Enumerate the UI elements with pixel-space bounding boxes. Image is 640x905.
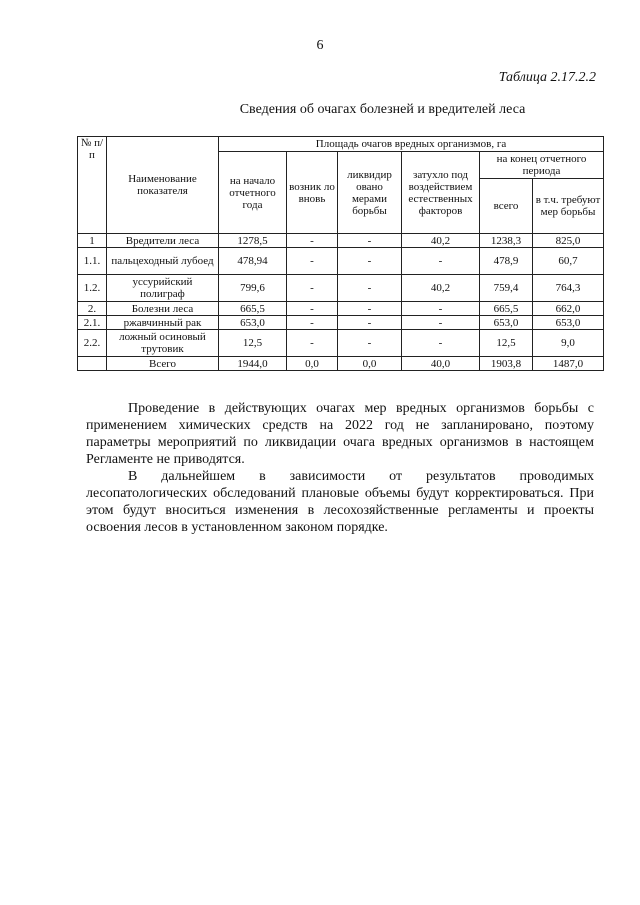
cell-num — [78, 357, 107, 371]
header-emerged: возник ло вновь — [287, 152, 338, 234]
table-row — [78, 330, 604, 357]
header-end-group: на конец отчетного периода — [480, 152, 604, 179]
header-total: всего — [480, 179, 533, 234]
pest-disease-table — [77, 136, 604, 371]
cell-emerged: - — [287, 234, 338, 248]
header-num: № п/п — [78, 137, 107, 234]
cell-natural: 40,2 — [402, 234, 480, 248]
cell-total: 1903,8 — [480, 357, 533, 371]
cell-num: 1.1. — [78, 248, 107, 275]
body-text — [86, 400, 594, 536]
cell-total: 1238,3 — [480, 234, 533, 248]
header-area-group: Площадь очагов вредных организмов, га — [219, 137, 604, 152]
header-start: на начало отчетного года — [219, 152, 287, 234]
cell-start: 1278,5 — [219, 234, 287, 248]
cell-need: 764,3 — [533, 275, 604, 302]
table-row — [78, 275, 604, 302]
cell-natural: 40,2 — [402, 275, 480, 302]
cell-need: 653,0 — [533, 316, 604, 330]
cell-liquidated: - — [338, 330, 402, 357]
cell-start: 665,5 — [219, 302, 287, 316]
cell-num: 2. — [78, 302, 107, 316]
cell-emerged: - — [287, 316, 338, 330]
cell-start: 1944,0 — [219, 357, 287, 371]
cell-natural: - — [402, 302, 480, 316]
cell-name: ржавчинный рак — [107, 316, 219, 330]
cell-emerged: - — [287, 302, 338, 316]
cell-start: 653,0 — [219, 316, 287, 330]
table-total-row — [78, 357, 604, 371]
cell-emerged: - — [287, 275, 338, 302]
cell-num: 2.1. — [78, 316, 107, 330]
cell-liquidated: - — [338, 316, 402, 330]
cell-natural: 40,0 — [402, 357, 480, 371]
header-name: Наименование показателя — [107, 137, 219, 234]
cell-name: Болезни леса — [107, 302, 219, 316]
cell-liquidated: - — [338, 234, 402, 248]
cell-natural: - — [402, 248, 480, 275]
cell-liquidated: - — [338, 275, 402, 302]
table-row — [78, 302, 604, 316]
cell-emerged: 0,0 — [287, 357, 338, 371]
table-title: Сведения об очагах болезней и вредителей леса — [239, 102, 526, 117]
cell-name: Вредители леса — [107, 234, 219, 248]
cell-total: 478,9 — [480, 248, 533, 275]
table-row — [78, 316, 604, 330]
cell-natural: - — [402, 330, 480, 357]
cell-total: 665,5 — [480, 302, 533, 316]
table-row — [78, 234, 604, 248]
header-need-control: в т.ч. требуют мер борьбы — [533, 179, 604, 234]
cell-liquidated: 0,0 — [338, 357, 402, 371]
cell-start: 12,5 — [219, 330, 287, 357]
cell-total: 12,5 — [480, 330, 533, 357]
cell-total: 759,4 — [480, 275, 533, 302]
cell-start: 799,6 — [219, 275, 287, 302]
cell-need: 662,0 — [533, 302, 604, 316]
header-liquidated: ликвидир овано мерами борьбы — [338, 152, 402, 234]
cell-name: уссурийский полиграф — [107, 275, 219, 302]
paragraph: В дальнейшем в зависимости от результатов проводимых лесопатологических обследований плановые объемы будут корректироваться. При этом будут вноситься изменения в лесохозяйственные регламенты и проекты освоения лесов в установленном законом порядке. — [86, 469, 594, 535]
cell-total: 653,0 — [480, 316, 533, 330]
cell-need: 9,0 — [533, 330, 604, 357]
header-natural: затухло под воздействием естественных факторов — [402, 152, 480, 234]
cell-liquidated: - — [338, 302, 402, 316]
cell-natural: - — [402, 316, 480, 330]
cell-num: 2.2. — [78, 330, 107, 357]
cell-liquidated: - — [338, 248, 402, 275]
cell-emerged: - — [287, 248, 338, 275]
cell-num: 1.2. — [78, 275, 107, 302]
cell-name: пальцеходный лубоед — [107, 248, 219, 275]
cell-need: 1487,0 — [533, 357, 604, 371]
table-reference: Таблица 2.17.2.2 — [498, 70, 596, 85]
page-number: 6 — [316, 38, 324, 53]
cell-need: 825,0 — [533, 234, 604, 248]
table-row — [78, 248, 604, 275]
paragraph: Проведение в действующих очагах мер вредных организмов борьбы с применением химических средств на 2022 год не запланировано, поэтому параметры мероприятий по ликвидации очага вредных организмов в настоящем Регламенте не приводятся. — [86, 401, 594, 467]
cell-emerged: - — [287, 330, 338, 357]
cell-need: 60,7 — [533, 248, 604, 275]
cell-start: 478,94 — [219, 248, 287, 275]
cell-num: 1 — [78, 234, 107, 248]
cell-name: ложный осиновый трутовик — [107, 330, 219, 357]
cell-name: Всего — [107, 357, 219, 371]
